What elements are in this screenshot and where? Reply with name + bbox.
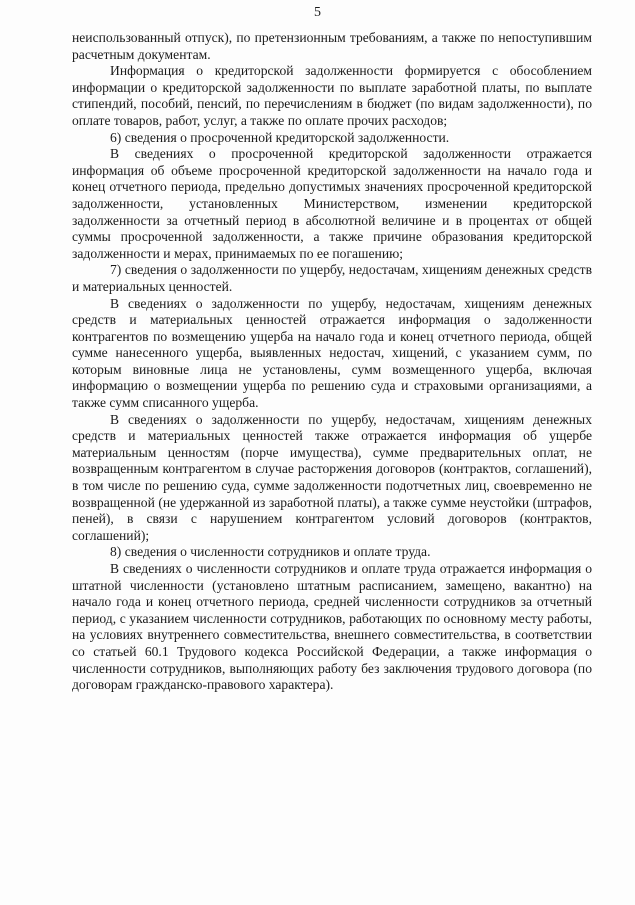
paragraph: В сведениях о численности сотрудников и оплате труда отражается информация о штатной численности (установлено штатным расписанием, замещено, вакантно) на начало года и конец отчетного периода, средней численности сотрудников за отчетный период, с указанием численности сотрудников, работающих по основному месту работы, на условиях внутреннего совместительства, внешнего совместительства, в соответствии со статьей 60.1 Трудового кодекса Российской Федерации, а также информация о численности сотрудников, выполняющих работу без заключения трудового договора (по договорам гражданско-правового характера). [72, 561, 592, 693]
paragraph: В сведениях о задолженности по ущербу, недостачам, хищениям денежных средств и материальных ценностей отражается информация о задолженности контрагентов по возмещению ущерба на начало года и конец отчетного периода, общей сумме нанесенного ущерба, выявленных недостач, хищений, с указанием сумм, по которым виновные лица не установлены, сумм возмещенного ущерба, включая информацию о возмещении ущерба по решению суда и страховыми организациями, а также сумм списанного ущерба. [72, 295, 592, 411]
paragraph: Информация о кредиторской задолженности формируется с обособлением информации о кредиторской задолженности по выплате заработной платы, по выплате стипендий, пособий, пенсий, по перечислениям в бюджет (по видам задолженности), по оплате товаров, работ, услуг, а также по оплате прочих расходов; [72, 63, 592, 128]
paragraph: 7) сведения о задолженности по ущербу, недостачам, хищениям денежных средств и материальных ценностей. [72, 262, 592, 294]
paragraph: 8) сведения о численности сотрудников и оплате труда. [110, 544, 431, 560]
document-body [72, 30, 592, 694]
page-number: 5 [314, 5, 321, 20]
paragraph: В сведениях о задолженности по ущербу, недостачам, хищениям денежных средств и материальных ценностей также отражается информация об ущербе материальным ценностям (порче имущества), сумме предварительных оплат, не возвращенным контрагентом в случае расторжения договоров (контрактов, соглашений), в том числе по решению суда, сумме задолженности подотчетных лиц, своевременно не возвращенной (не удержанной из заработной платы), а также сумме неустойки (штрафов, пеней), в связи с нарушением контрагентом условий договоров (контрактов, соглашений); [72, 411, 592, 543]
paragraph: неиспользованный отпуск), по претензионным требованиям, а также по непоступившим расчетным документам. [72, 30, 592, 62]
paragraph: В сведениях о просроченной кредиторской задолженности отражается информация об объеме просроченной кредиторской задолженности на начало года и конец отчетного периода, предельно допустимых значениях просроченной кредиторской задолженности, установленных Министерством, изменении кредиторской задолженности за отчетный период в абсолютной величине и в процентах от общей суммы просроченной задолженности, а также причине образования кредиторской задолженности и мерах, принимаемых по ее погашению; [72, 146, 592, 261]
paragraph: 6) сведения о просроченной кредиторской задолженности. [110, 129, 450, 145]
